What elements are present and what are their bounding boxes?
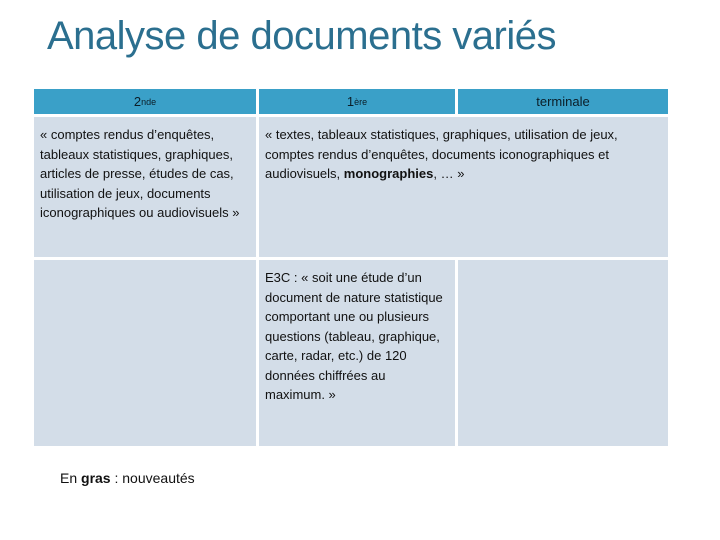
header-seconde-sup: nde <box>141 96 157 107</box>
note-bold: gras <box>81 470 111 486</box>
cell-terminale-row2 <box>458 260 668 446</box>
cell-premiere-row1 <box>259 117 668 257</box>
cell-seconde-row1: « comptes rendus d’enquêtes, tableaux statistiques, graphiques, articles de presse, études de cas, utilisation de jeux, documents iconographiques ou audiovisuels » <box>34 117 256 257</box>
page-title: Analyse de documents variés <box>47 14 556 58</box>
premiere-row1-bold: monographies <box>343 166 434 181</box>
legend-note <box>60 470 195 486</box>
header-terminale-label: terminale <box>536 94 590 109</box>
header-seconde <box>34 89 256 114</box>
note-prefix: En <box>60 470 82 486</box>
header-premiere <box>259 89 455 114</box>
header-premiere-sup: ère <box>354 96 368 107</box>
header-seconde-label: 2 <box>133 94 142 109</box>
note-suffix: : nouveautés <box>110 470 195 486</box>
cell-seconde-row2 <box>34 260 256 446</box>
header-premiere-label: 1 <box>346 94 355 109</box>
premiere-row1-end: , … » <box>433 166 465 181</box>
premiere-row1-text: « textes, tableaux statistiques, graphiques, utilisation de jeux, comptes rendus d’enquêtes, documents iconographiques et audiovisuels, <box>265 127 618 181</box>
cell-premiere-row2: E3C : « soit une étude d’un document de nature statistique comportant une ou plusieurs questions (tableau, graphique, carte, radar, etc.) de 120 données chiffrées au maximum. » <box>259 260 455 446</box>
header-terminale <box>458 89 668 114</box>
